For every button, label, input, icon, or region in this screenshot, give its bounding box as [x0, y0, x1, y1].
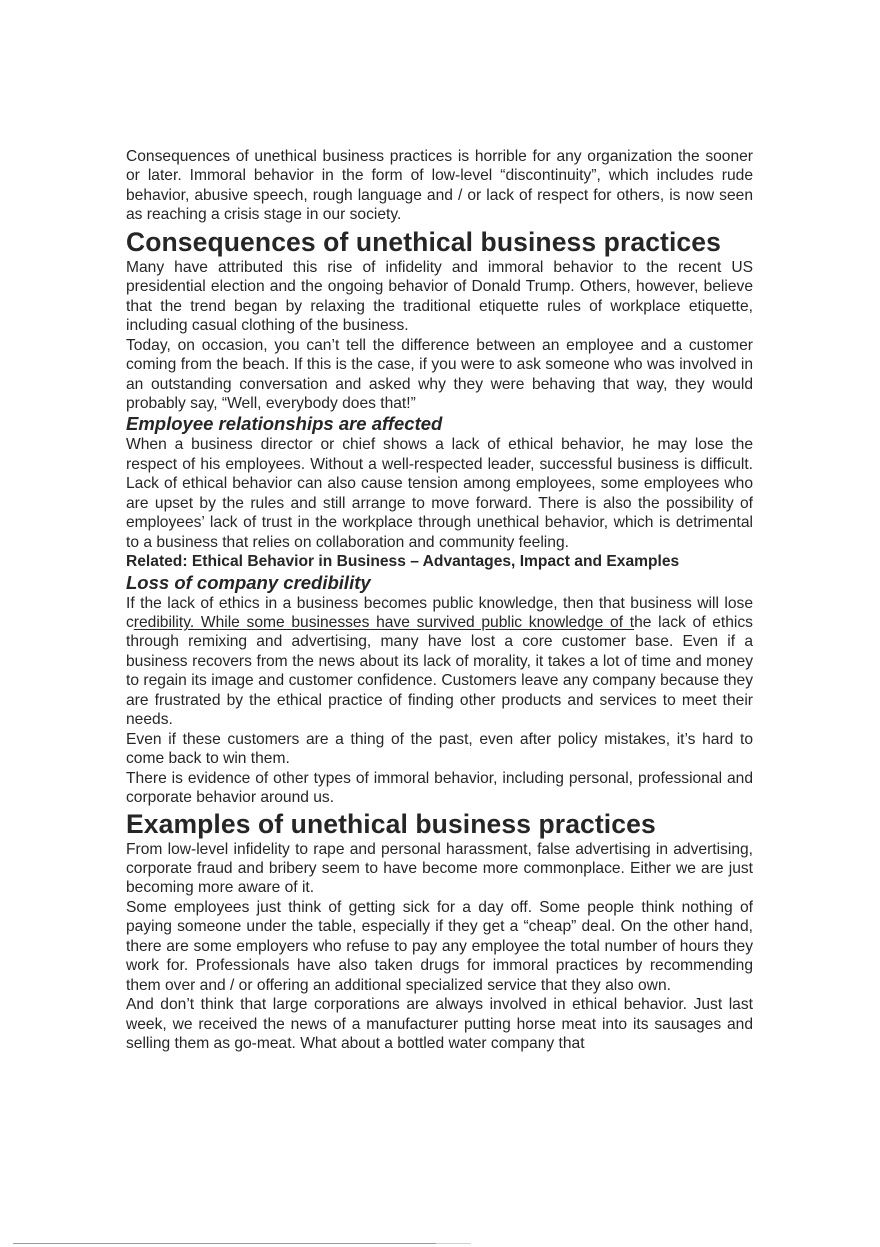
document-body — [126, 147, 753, 1054]
credibility-underlined-link[interactable]: redibility. While some businesses have survived public knowledge of t — [133, 614, 635, 632]
credibility-text-start: If the lack of ethics in a business becomes public knowledge, then that business will lose c — [126, 594, 753, 632]
intro-paragraph: Consequences of unethical business practices is horrible for any organization the sooner or later. Immoral behavior in the form of low-level “discontinuity”, which includes rude behavior, abusive speech, rough language and / or lack of respect for others, is now seen as reaching a crisis stage in our society. — [126, 148, 753, 224]
related-link[interactable]: Related: Ethical Behavior in Business – Advantages, Impact and Examples — [126, 553, 680, 571]
heading-loss-credibility: Loss of company credibility — [126, 571, 371, 593]
footer-divider — [13, 1243, 471, 1244]
paragraph-low-level: From low-level infidelity to rape and personal harassment, false advertising in advertising, corporate fraud and bribery seem to have become more commonplace. Either we are just becoming more aware of it. — [126, 840, 753, 897]
paragraph-attributed: Many have attributed this rise of infidelity and immoral behavior to the recent US presidential election and the ongoing behavior of Donald Trump. Others, however, believe that the trend began by relaxing the traditional etiquette rules of workplace etiquette, including casual clothing of the business. — [126, 258, 753, 335]
heading-examples: Examples of unethical business practices — [126, 808, 656, 839]
paragraph-today: Today, on occasion, you can’t tell the difference between an employee and a customer coming from the beach. If this is the case, if you were to ask someone who was involved in an outstanding conversation and asked why they were behaving that way, they would probably say, “Well, everybody does that!” — [126, 336, 753, 412]
paragraph-customers: Even if these customers are a thing of the past, even after policy mistakes, it’s hard to come back to win them. — [126, 730, 753, 768]
paragraph-credibility — [126, 594, 753, 730]
paragraph-sick: Some employees just think of getting sick for a day off. Some people think nothing of paying someone under the table, especially if they get a “cheap” deal. On the other hand, there are some employers who refuse to pay any employee the total number of hours they work for. Professionals have also taken drugs for immoral practices by recommending them over and / or offering an additional specialized service that they also own. — [126, 898, 753, 994]
credibility-text-end: he lack of ethics through remixing and advertising, many have lost a core customer base. Even if a business recovers from the news about its lack of morality, it takes a lot of time and money to regain its image and customer confidence. Customers leave any company because they are frustrated by the ethical practice of finding other products and services to meet their needs. — [126, 614, 753, 729]
heading-employee-relationships: Employee relationships are affected — [126, 413, 443, 435]
paragraph-corporations: And don’t think that large corporations are always involved in ethical behavior. Just last week, we received the news of a manufacturer putting horse meat into its sausages and selling them as go-meat. What about a bottled water company that — [126, 996, 753, 1053]
heading-consequences: Consequences of unethical business practices — [126, 226, 721, 257]
paragraph-evidence: There is evidence of other types of immoral behavior, including personal, professional and corporate behavior around us. — [126, 769, 753, 807]
paragraph-director: When a business director or chief shows a lack of ethical behavior, he may lose the respect of his employees. Without a well-respected leader, successful business is difficult. Lack of ethical behavior can also cause tension among employees, some employees who are upset by the rules and still arrange to move forward. There is also the possibility of employees’ lack of trust in the workplace through unethical behavior, which is detrimental to a business that relies on collaboration and community feeling. — [126, 436, 753, 551]
footer-divider-tail — [436, 1243, 471, 1244]
